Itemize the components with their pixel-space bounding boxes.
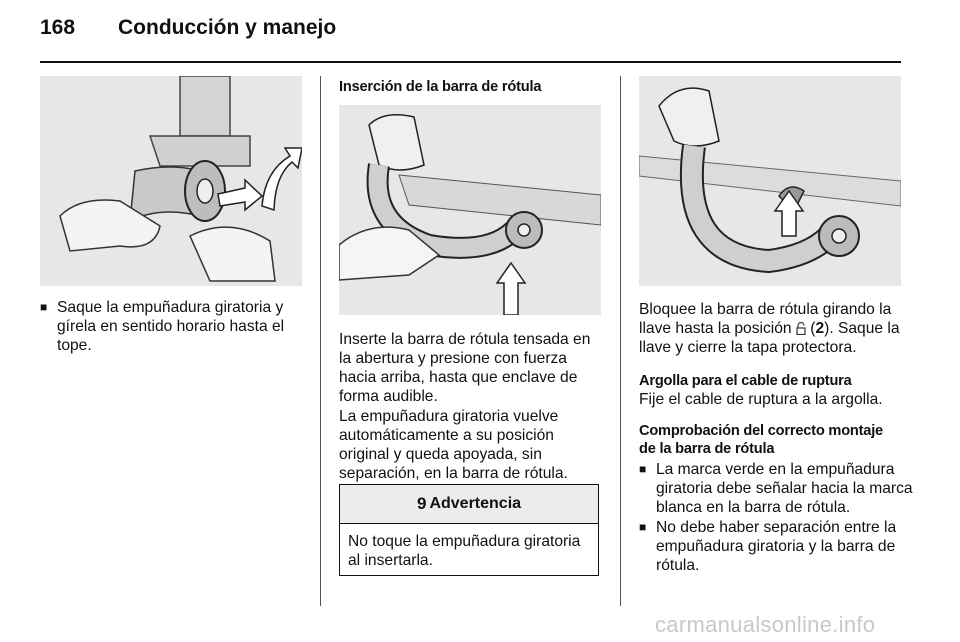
page-header	[40, 16, 920, 50]
warning-header	[340, 485, 598, 524]
list-item	[639, 518, 918, 575]
page-title: Conducción y manejo	[118, 16, 337, 39]
column-divider-2	[620, 76, 621, 606]
page-number: 168	[40, 16, 76, 39]
list-item	[639, 460, 918, 517]
bullet-text: Saque la empuñadura giratoria y gírela en sentido horario hasta el tope.	[57, 299, 285, 354]
insert-ball-bar-drawing	[339, 105, 601, 315]
paragraph-lock	[639, 300, 901, 357]
lock-open-icon	[796, 321, 806, 334]
column-divider-1	[320, 76, 321, 606]
bullet-mark: ■	[639, 462, 647, 476]
warning-title: Advertencia	[429, 495, 522, 512]
bullet-text: No debe haber separación entre la empuñadura giratoria y la barra de rótula.	[656, 519, 897, 574]
bullet-mark: ■	[40, 300, 48, 314]
warning-body: No toque la empuñadura giratoria al insertarla.	[348, 533, 581, 569]
warning-box	[339, 484, 599, 576]
section-heading-check: Comprobación del correcto montaje de la barra de rótula	[639, 423, 883, 457]
bullet-mark: ■	[639, 520, 647, 534]
illustration-lock-ball-bar	[639, 76, 901, 286]
text-run: ). Saque la llave y cierre la tapa protectora.	[639, 320, 900, 356]
header-rule	[40, 61, 901, 63]
position-number: 2	[815, 320, 825, 337]
text-run: (	[805, 320, 816, 337]
paragraph-text	[639, 300, 901, 357]
paragraph-auto-return	[339, 407, 601, 483]
list-item	[40, 298, 319, 355]
bullet-text: La marca verde en la empuñadura giratoria debe señalar hacia la marca blanca en la barra de rótula.	[656, 461, 913, 516]
paragraph-text: Inserte la barra de rótula tensada en la abertura y presione con fuerza hacia arriba, hasta que enclave de forma audible.	[339, 331, 591, 405]
lock-ball-bar-drawing	[639, 76, 901, 286]
section-heading-breakaway: Argolla para el cable de ruptura	[639, 373, 852, 389]
text-run: Bloquee la barra de rótula girando la llave hasta la posición	[639, 301, 892, 337]
section-heading-insertion: Inserción de la barra de rótula	[339, 79, 542, 95]
paragraph-breakaway	[639, 390, 901, 409]
illustration-insert-ball-bar	[339, 105, 601, 315]
illustration-rotate-handle	[40, 76, 302, 286]
paragraph-text: La empuñadura giratoria vuelve automáticamente a su posición original y queda apoyada, sin separación, en la barra de rótula.	[339, 408, 568, 482]
warning-icon: 9	[416, 494, 427, 513]
watermark: carmanualsonline.info	[655, 612, 876, 637]
rotate-handle-drawing	[40, 76, 302, 286]
paragraph-insert	[339, 330, 601, 406]
paragraph-text: Fije el cable de ruptura a la argolla.	[639, 391, 883, 408]
